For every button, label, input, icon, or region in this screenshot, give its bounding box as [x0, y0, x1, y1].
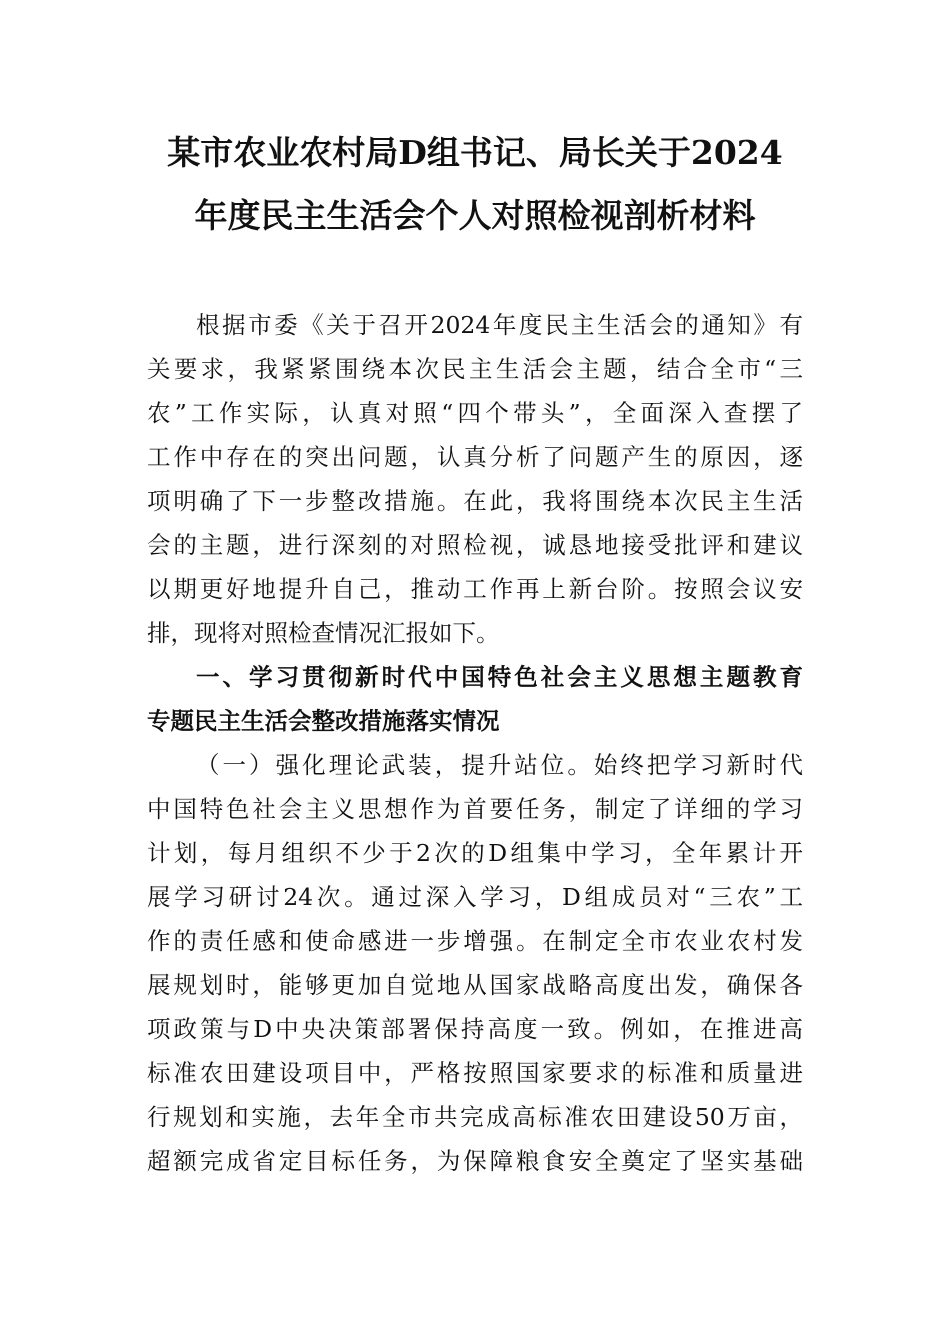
text-line: （一）强化理论武装，提升站位。始终把学习新时代	[196, 751, 803, 779]
text-line: 以期更好地提升自己，推动工作再上新台阶。按照会议安	[147, 575, 803, 603]
document-body	[147, 303, 803, 1183]
text-line: 行规划和实施，去年全市共完成高标准农田建设50万亩，	[147, 1103, 803, 1131]
paragraph	[147, 743, 803, 1183]
title-line: 年度民主生活会个人对照检视剖析材料	[194, 196, 756, 235]
text-line: 工作中存在的突出问题，认真分析了问题产生的原因，逐	[147, 443, 803, 471]
text-line: 作的责任感和使命感进一步增强。在制定全市农业农村发	[147, 927, 803, 955]
section-heading	[147, 655, 803, 743]
text-line: 中国特色社会主义思想作为首要任务，制定了详细的学习	[147, 795, 803, 823]
text-line: 标准农田建设项目中，严格按照国家要求的标准和质量进	[147, 1059, 803, 1087]
text-line: 展规划时，能够更加自觉地从国家战略高度出发，确保各	[147, 971, 803, 999]
title-line: 某市农业农村局D组书记、局长关于2024	[167, 133, 783, 172]
text-line: 计划，每月组织不少于2次的D组集中学习，全年累计开	[147, 839, 803, 867]
document-title	[147, 121, 803, 247]
text-line: 农”工作实际，认真对照“四个带头”，全面深入查摆了	[147, 399, 803, 427]
text-line: 项明确了下一步整改措施。在此，我将围绕本次民主生活	[147, 487, 803, 515]
text-line: 会的主题，进行深刻的对照检视，诚恳地接受批评和建议	[147, 531, 803, 559]
text-line: 根据市委《关于召开2024年度民主生活会的通知》有	[196, 311, 803, 339]
text-line: 展学习研讨24次。通过深入学习，D组成员对“三农”工	[147, 883, 803, 911]
text-line: 关要求，我紧紧围绕本次民主生活会主题，结合全市“三	[147, 355, 803, 383]
text-line: 排，现将对照检查情况汇报如下。	[147, 619, 500, 647]
text-line: 一、学习贯彻新时代中国特色社会主义思想主题教育	[196, 663, 803, 691]
text-line: 项政策与D中央决策部署保持高度一致。例如，在推进高	[147, 1015, 803, 1043]
text-line: 专题民主生活会整改措施落实情况	[147, 707, 500, 735]
text-line: 超额完成省定目标任务，为保障粮食安全奠定了坚实基础	[147, 1147, 803, 1175]
paragraph	[147, 303, 803, 655]
